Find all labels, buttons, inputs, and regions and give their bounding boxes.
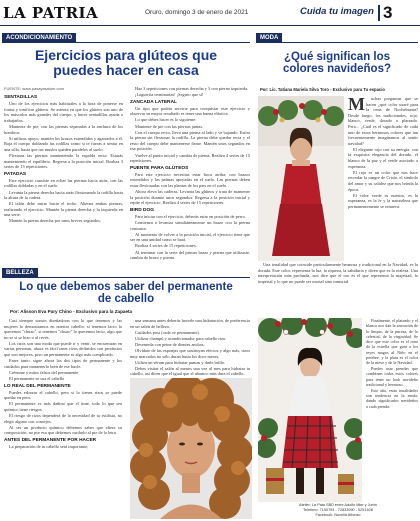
paragraph: Puedes esbozar el cabello, pero si lo tienes rizos se puede quedar en peor.	[4, 389, 122, 401]
masthead	[0, 0, 420, 26]
paragraph: Al momento de volver a la posición inicial, el ejercicio tiene que ser en una unidad como se hará.	[130, 231, 250, 243]
curly-hair-woman-photo	[130, 378, 252, 519]
paragraph: Al terminar con la serie del primer brazo y pierna que utilizaste, cambia de brazo y pierna.	[130, 249, 250, 261]
fashion-photo-caption	[258, 503, 418, 517]
paragraph: Uno de los ejercicios más habituales a la hora de ponerse en forma y tonificar glúteos. Se asienta en que los glúteos son uno de los músculos más grandes del cuerpo, y hacer sentadillas ayuda a trabajarlos.	[4, 101, 123, 123]
subheading: PATADAS	[4, 171, 27, 177]
paragraph: La preparación de tu cabello será importante,	[9, 443, 89, 449]
fashion-headline	[256, 51, 418, 75]
paragraph: ¡Laguerita terminarías! ¡Seguro que sí!	[135, 92, 204, 98]
paragraph: Este año, estas tonalidades son tendencia en la moda, dando significados navideños a cada prenda.	[366, 387, 418, 409]
paragraph: Haz 3 repeticiones con piernas derecha y 3 con pierna izquierda.	[135, 86, 249, 91]
subheading: BIRD DOG	[130, 207, 154, 213]
fashion-section-rule	[256, 42, 418, 43]
workout-column-1	[4, 93, 123, 263]
section-title: Cuida tu imagen	[300, 6, 374, 17]
paragraph: El rojo es un color que nos hace recordar la sangre de Cristo, el símbolo del amor y su calidez que nos brinda la época.	[348, 169, 418, 192]
beauty-headline-line1: Lo que debemos saber del permanente	[19, 281, 233, 293]
beauty-column-1	[4, 318, 122, 518]
paragraph: Debes visitar el salón al menos una vez al mes para hidratar tu cabello, así dicen que el igual que el abanico más dura el cabello.	[130, 365, 250, 376]
fashion-column-right	[366, 318, 418, 502]
paragraph: El elegante rojo con su energía, con la exquisita elegancia del dorado, el blanco de la paz y el verde asociado a esperanza.	[348, 146, 418, 169]
fashion-headline-line2: colores navideños?	[282, 63, 391, 76]
christmas-woman-photo	[258, 96, 344, 261]
beauty-byline: Por: Alisson Eva Pary Chino - Exclusivo para la Zapaeta	[10, 309, 133, 314]
caption-line-1: Atelier: La Pata SBD entre Adolfo Mier y Junín	[299, 503, 377, 507]
paragraph: Al ser un producto químico debemos saber que altera su composición, no por eso que debemos cuidarlo al pie de la letra.	[4, 424, 122, 436]
paragraph: El talón debe mirar hacia el techo. Alterna ambas piernas, realizando el ejercicio. Mantén la pierna derecha y la izquierda en una serie.	[4, 201, 123, 218]
caption-line-2: Telefono: 7190794 - 72833990 - 5251408	[303, 507, 373, 512]
paragraph: Para iniciar con el ejercicio, deberás estar en posición de perro.	[135, 213, 246, 219]
paragraph: Puedes usar prendas que combinen todos estos colores para tener un look navideño tradicional y hermoso.	[366, 366, 418, 388]
curly-hair-woman-illustration	[130, 378, 252, 519]
plaid-outfit-woman-illustration	[258, 318, 362, 502]
beauty-column-2	[130, 318, 250, 376]
workout-headline-line1: Ejercicios para glúteos que	[34, 47, 218, 63]
subheading: ANTES DEL PERMANENTE POR HACER	[4, 437, 97, 443]
paragraph: Mantente de pie, con las piernas separadas a la anchura de los hombros.	[4, 123, 123, 135]
paragraph: Finalmente, el plateado y el blanco nos dan la sensación de lo limpio, de la pureza, de lo celestial, de la virginidad. Se dice que este color es el tono de la estrella que guió a los reyes magos al Niño en el pesebre, y la plata es el color de la nieve y de la Navidad.	[366, 318, 418, 366]
fashion-byline: Por: Lic. Tatiana Mariela Silva Toro - Exclusivo para Tu espacio	[260, 87, 385, 92]
workout-photo-credit: FUENTE: www.pasayasalum.com	[4, 86, 65, 91]
fashion-dropcap: M	[348, 96, 365, 114]
subheading: SENTADILLAS	[4, 95, 38, 100]
paragraph: Vuelve al punto inicial y cambia de pierna. Realiza 4 series de 15 repeticiones.	[130, 152, 250, 164]
paragraph: Si utilizas apoyo, mantén los brazos extendidos y agarrados a él. Baja el cuerpo doblando las rodillas como si te fueras a sentar en una silla, hasta que tus muslos queden paralelos al suelo.	[4, 135, 123, 152]
paragraph: uchas preguntas que se hacen ¿qué color usaré para la cena de Nochebuena? Desde luego, los tradicionales, rojo, blanco, verde, dorado o plateado. Pero... ¿Cuál es el significado de cada uno de estos hermosos colores que tan frecuentemente imaginamos al sentir navidad?	[348, 96, 418, 146]
paragraph: Un tipo que podría servirte para conquistar este ejercicio y observar su mayor resultado es tener una buena elástica.	[130, 105, 250, 117]
paragraph: Mantén la pierna derecha por unos breves segundos.	[9, 218, 101, 224]
workout-headline	[2, 48, 250, 77]
beauty-section-rule	[2, 277, 250, 278]
beauty-headline	[2, 281, 250, 305]
fashion-section-tag: MODA	[256, 33, 282, 43]
paragraph: Utilizar champú y acondicionador para cabello rizo.	[135, 335, 227, 341]
subheading: PUENTE PARA GLÚTEOS	[130, 165, 189, 171]
caption-line-3: Facebook: Novella Alfonso	[315, 512, 361, 517]
workout-section-tag: ACONDICIONAMIENTO	[2, 33, 76, 43]
workout-column-2	[130, 86, 250, 263]
paragraph: Flexiona las piernas manteniendo la espalda recta. Estarás manteniendo el equilibrio. Regresa a la posición inicial. Realiza 3 series de 15 repeticiones.	[4, 152, 123, 170]
paragraph: Los rizos son una moda que puede ir y venir, se encuentran en varias personas, ahora es fácil tener rizos definidos con productos que son mejores, pero un permanente es algo más complicado.	[4, 340, 122, 358]
paragraph: Utiliza un sérum para hidratar puntas y darle brillo.	[135, 359, 226, 365]
paragraph: Olvídate de las esponjas que sustituyan efectos y algo más, rizos muy marcados no sólo duran hasta los doce meses.	[130, 347, 250, 359]
paragraph: Con el cuerpo recto, lleva una pierna al lado y ve bajando. Estira la pierna sin flexionar la rodilla. La pierna debe quedar recta y el resto del cuerpo debe mantenerse firme. Mantén unos segundos en esa posición.	[130, 129, 250, 152]
fashion-column-middle	[258, 262, 418, 314]
paragraph: Para este ejercicio necesitas estar boca arriba, con brazos extendidos y las palmas apoyadas en el suelo. Las piernas deben estar flexionadas con las plantas de los pies en el suelo.	[130, 171, 250, 188]
paragraph: Comienza a levantar simultáneamente un brazo con la pierna contraria.	[130, 220, 250, 231]
paragraph: Lo que debes hacer es lo siguiente:	[135, 117, 197, 123]
paragraph: Este ejercicio consiste en echar las piernas hacia atrás, con las rodillas dobladas y en el suelo.	[4, 177, 123, 189]
paragraph: El permanente es más dañino que el tinte, todo lo que sea químico tiene riesgos.	[4, 401, 122, 412]
paragraph: El color verde es nuestro, es la esperanza, es la fe y la naturaleza que permanentemente se renueva.	[348, 192, 418, 209]
workout-headline-line2: puedes hacer en casa	[53, 61, 199, 78]
paragraph: Realiza 4 series de 15 repeticiones.	[135, 243, 197, 249]
plaid-outfit-woman-photo	[258, 318, 362, 502]
paragraph: El permanente se usa el cabello	[9, 375, 65, 381]
paragraph: una semana antes deberás hacerle una hidratación, de preferencia en un salón de belleza.	[130, 318, 250, 329]
page-number: 3	[383, 3, 393, 22]
beauty-headline-line2: de cabello	[97, 293, 155, 306]
paragraph: Mantente de pie con las piernas juntas.	[135, 123, 204, 129]
christmas-woman-illustration	[258, 96, 344, 261]
paragraph: Desenreda con peine de dientes anchos.	[135, 341, 205, 347]
subheading: LO REAL DEL PERMANENTE	[4, 383, 71, 389]
brand-logo[interactable]: LA PATRIA	[3, 4, 99, 22]
paragraph: Entre tanto, sigue ahora los dos tipos de permanente y los cuidados para mantenerlo bien de ese bucle.	[4, 358, 122, 369]
page-number-box	[378, 2, 418, 24]
subheading: ZANCADA LATERAL	[130, 99, 177, 105]
paragraph: Créenme y mitos falsos del permanente	[9, 369, 79, 375]
paragraph: Levanta la pierna derecha hacia atrás flexionando la rodilla hasta la altura de la cadera.	[4, 189, 123, 201]
paragraph: Cuidados post (cada ve permanente).	[135, 329, 200, 335]
workout-section-rule	[2, 42, 250, 43]
beauty-section-tag: BELLEZA	[2, 268, 38, 278]
dateline: Oruro, domingo 3 de enero de 2021	[145, 9, 249, 16]
paragraph: Casi siempre somos diseñadoras con lo que tenemos y las mujeres lo demostramos en nuestro cabello: si tenemos lacio lo queremos "chuzo", si tenemos "chuzo" lo queremos lacio, algo que no se si se hizo o al revés.	[4, 318, 122, 340]
paragraph: Ahora eleva las caderas. Levanta las glúteos y trata de mantener la posición durante unos segundos. Regresa a la posición inicial y repite el ejercicio. Realiza 4 series de 15 repeticiones.	[130, 189, 250, 206]
fashion-headline-line1: ¿Qué significan los	[283, 51, 391, 63]
page-number-bar	[378, 5, 380, 21]
paragraph: Una tonalidad que coincide particularmente hermosa y tradicional en la Navidad, es la dorada. Este color, representa la luz, la riqueza, la sabiduría y dicen que es la realeza. Una interpretación más profunda, nos dice que el oro es el que representa la majestad, lo imperial y lo que no puede ser mortal sino inmortal.	[258, 262, 418, 284]
paragraph: El riesgo de rizos dependerá de la necesidad de tu estilista, no elegir alguno con consejos.	[4, 413, 122, 424]
fashion-column-top	[348, 96, 418, 256]
